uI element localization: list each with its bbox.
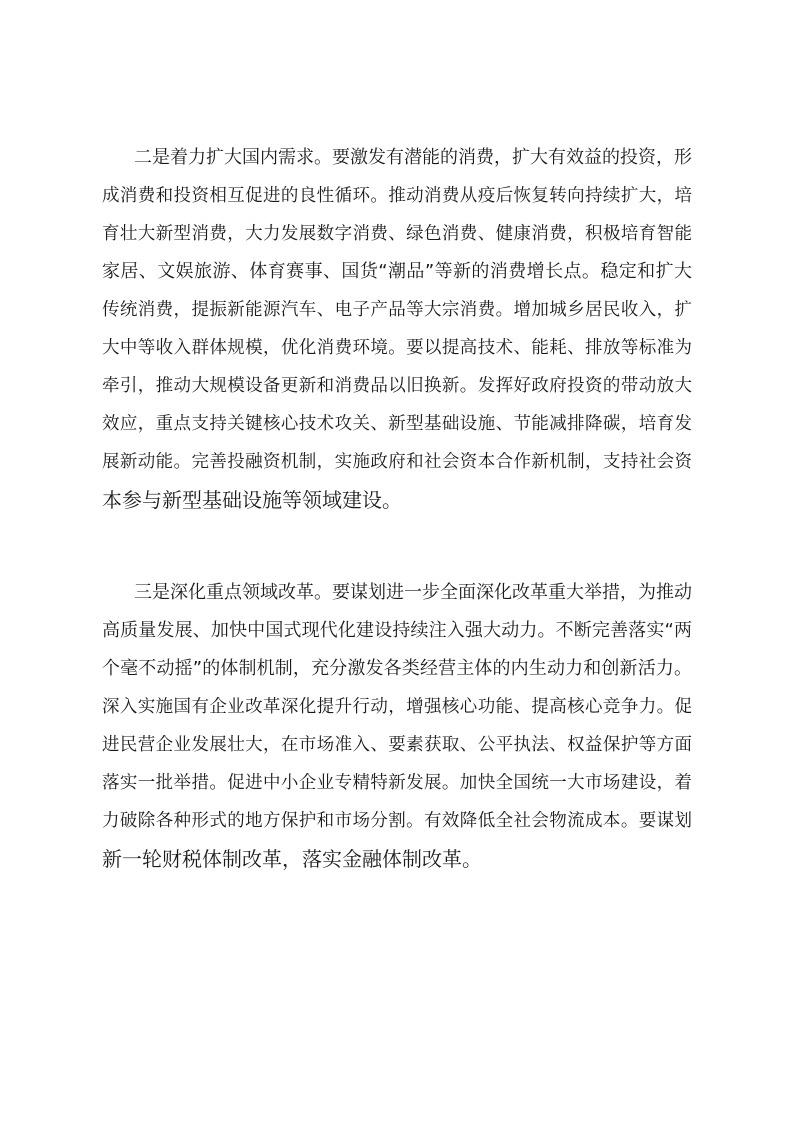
paragraph-line: 新一轮财税体制改革，落实金融体制改革。: [102, 847, 482, 871]
paragraph-line: 二是着力扩大国内需求。要激发有潜能的消费，扩大有效益的投资，形: [134, 147, 692, 168]
paragraph-domestic-demand: [102, 139, 692, 519]
paragraph-line: 成消费和投资相互促进的良性循环。推动消费从疫后恢复转向持续扩大，培: [102, 186, 692, 206]
paragraph-line: 牵引，推动大规模设备更新和消费品以旧换新。发挥好政府投资的带动放大: [102, 376, 692, 396]
paragraph-line: 展新动能。完善投融资机制，实施政府和社会资本合作新机制，支持社会资: [102, 452, 692, 472]
paragraph-line: 深入实施国有企业改革深化提升行动，增强核心功能、提高核心竞争力。促: [102, 697, 692, 717]
paragraph-line: 高质量发展、加快中国式现代化建设持续注入强大动力。不断完善落实“两: [102, 620, 692, 641]
paragraph-key-reforms: [102, 574, 692, 878]
paragraph-line: 传统消费，提振新能源汽车、电子产品等大宗消费。增加城乡居民收入，扩: [102, 300, 692, 320]
paragraph-line: 效应，重点支持关键核心技术攻关、新型基础设施、节能减排降碳，培育发: [102, 414, 692, 434]
paragraph-line: 家居、文娱旅游、体育赛事、国货“潮品”等新的消费增长点。稳定和扩大: [102, 261, 692, 282]
paragraph-line: 三是深化重点领域改革。要谋划进一步全面深化改革重大举措，为推动: [134, 582, 692, 603]
paragraph-line: 大中等收入群体规模，优化消费环境。要以提高技术、能耗、排放等标准为: [102, 338, 692, 358]
paragraph-line: 力破除各种形式的地方保护和市场分割。有效降低全社会物流成本。要谋划: [102, 811, 692, 831]
paragraph-line: 进民营企业发展壮大，在市场准入、要素获取、公平执法、权益保护等方面: [102, 735, 692, 755]
paragraph-line: 本参与新型基础设施等领域建设。: [102, 488, 402, 512]
paragraph-line: 个毫不动摇”的体制机制，充分激发各类经营主体的内生动力和创新活力。: [102, 658, 692, 679]
paragraph-line: 落实一批举措。促进中小企业专精特新发展。加快全国统一大市场建设，着: [102, 773, 692, 793]
paragraph-line: 育壮大新型消费，大力发展数字消费、绿色消费、健康消费，积极培育智能: [102, 224, 692, 244]
